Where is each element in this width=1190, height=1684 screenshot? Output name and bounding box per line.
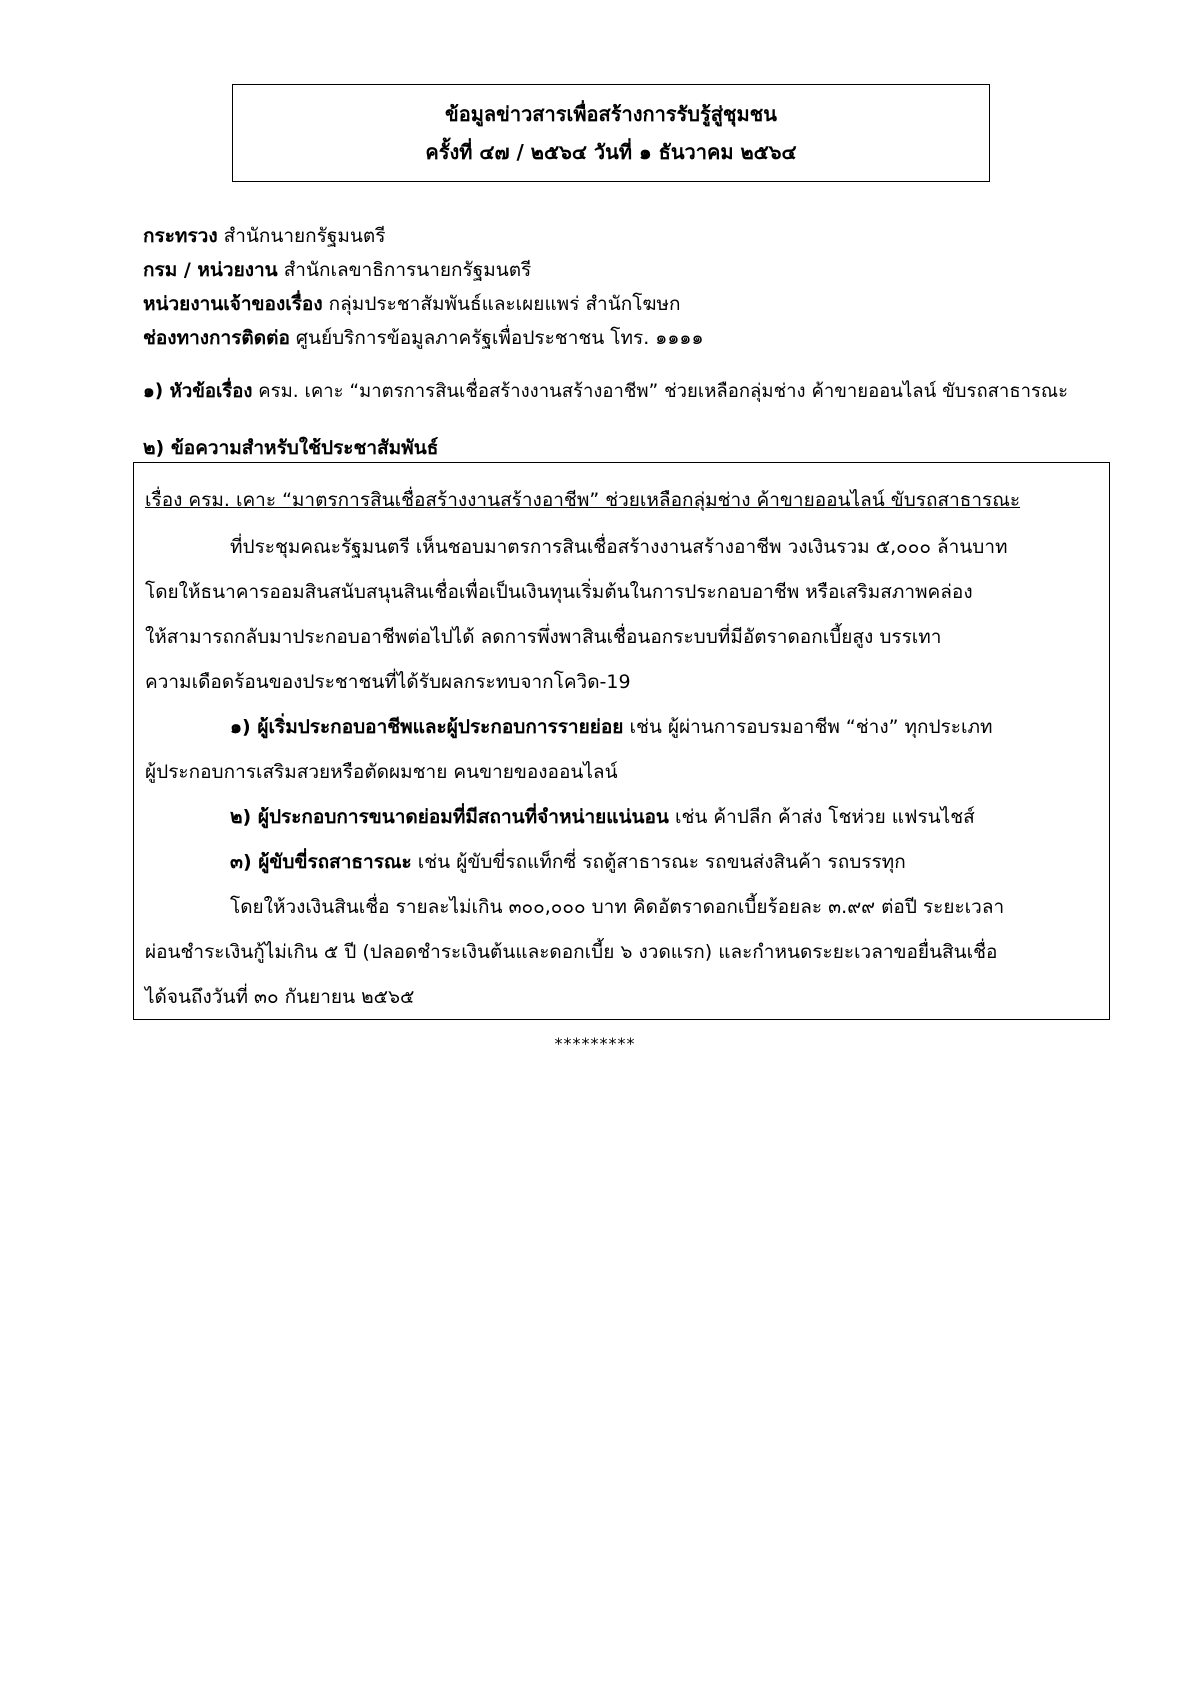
pr-paragraph-1-line: ความเดือดร้อนของประชาชนที่ได้รับผลกระทบจากโควิด-19 xyxy=(145,671,631,693)
pr-item-2-title: ๒) ผู้ประกอบการขนาดย่อมที่มีสถานที่จำหน่ายแน่นอน xyxy=(230,806,669,828)
pr-item-3-title: ๓) ผู้ขับขี่รถสาธารณะ xyxy=(230,851,412,873)
pr-item-3-text: เช่น ผู้ขับขี่รถแท็กซี่ รถตู้สาธารณะ รถขนส่งสินค้า รถบรรทุก xyxy=(411,851,906,873)
pr-paragraph-1-line: ให้สามารถกลับมาประกอบอาชีพต่อไปได้ ลดการพึ่งพาสินเชื่อนอกระบบที่มีอัตราดอกเบี้ยสูง บรรเทา xyxy=(145,626,942,648)
owner-line xyxy=(143,287,1103,321)
department-line xyxy=(143,253,1103,287)
pr-subject: เรื่อง ครม. เคาะ “มาตรการสินเชื่อสร้างงานสร้างอาชีพ” ช่วยเหลือกลุ่มช่าง ค้าขายออนไลน์ ขับรถสาธารณะ xyxy=(145,489,1021,511)
title-line-2: ครั้งที่ ๔๗ / ๒๕๖๔ วันที่ ๑ ธันวาคม ๒๕๖๔ xyxy=(425,140,797,164)
title-box xyxy=(232,84,990,182)
pr-paragraph-1 xyxy=(145,525,1100,705)
pr-item-1-text: เช่น ผู้ผ่านการอบรมอาชีพ “ช่าง” ทุกประเภท xyxy=(623,716,993,738)
owner-value: กลุ่มประชาสัมพันธ์และเผยแพร่ สำนักโฆษก xyxy=(322,293,681,315)
pr-paragraph-last-line: ได้จนถึงวันที่ ๓๐ กันยายน ๒๕๖๕ xyxy=(145,986,415,1008)
pr-message-box xyxy=(133,462,1110,1020)
pr-item-2 xyxy=(145,795,1100,840)
pr-paragraph-last xyxy=(145,885,1100,1020)
pr-item-3 xyxy=(145,840,1100,885)
topic-line xyxy=(143,375,1103,409)
topic-value: ครม. เคาะ “มาตรการสินเชื่อสร้างงานสร้างอาชีพ” ช่วยเหลือกลุ่มช่าง ค้าขายออนไลน์ ขับรถสาธารณะ xyxy=(252,381,1069,402)
pr-item-3-line xyxy=(145,840,1100,885)
department-label: กรม / หน่วยงาน xyxy=(143,259,278,281)
section-2-heading: ๒) ข้อความสำหรับใช้ประชาสัมพันธ์ xyxy=(143,437,439,459)
ministry-label: กระทรวง xyxy=(143,225,218,247)
contact-value: ศูนย์บริการข้อมูลภาครัฐเพื่อประชาชน โทร. ๑๑๑๑ xyxy=(289,327,704,349)
pr-item-1-title: ๑) ผู้เริ่มประกอบอาชีพและผู้ประกอบการรายย่อย xyxy=(230,716,624,738)
contact-label: ช่องทางการติดต่อ xyxy=(143,327,290,349)
pr-paragraph-1-line: โดยให้ธนาคารออมสินสนับสนุนสินเชื่อเพื่อเป็นเงินทุนเริ่มต้นในการประกอบอาชีพ หรือเสริมสภาพคล่อง xyxy=(145,581,973,603)
pr-content xyxy=(145,483,1100,1020)
department-value: สำนักเลขาธิการนายกรัฐมนตรี xyxy=(277,259,532,281)
pr-paragraph-1-line: ที่ประชุมคณะรัฐมนตรี เห็นชอบมาตรการสินเชื่อสร้างงานสร้างอาชีพ วงเงินรวม ๕,๐๐๐ ล้านบาท xyxy=(230,536,1008,558)
topic-label: ๑) หัวข้อเรื่อง xyxy=(143,381,253,402)
contact-line xyxy=(143,321,1103,355)
meta-block xyxy=(143,219,1103,355)
ministry-line xyxy=(143,219,1103,253)
pr-item-1-line xyxy=(145,705,1100,750)
pr-item-1-line-2: ผู้ประกอบการเสริมสวยหรือตัดผมชาย คนขายของออนไลน์ xyxy=(145,761,618,783)
pr-item-2-text: เช่น ค้าปลีก ค้าส่ง โชห่วย แฟรนไชส์ xyxy=(668,806,975,828)
title-line-1: ข้อมูลข่าวสารเพื่อสร้างการรับรู้สู่ชุมชน xyxy=(445,102,777,126)
pr-paragraph-last-line: ผ่อนชำระเงินกู้ไม่เกิน ๕ ปี (ปลอดชำระเงินต้นและดอกเบี้ย ๖ งวดแรก) และกำหนดระยะเวลาขอยื่นสินเชื่อ xyxy=(145,941,998,963)
end-stars: ********* xyxy=(554,1034,636,1053)
pr-item-1 xyxy=(145,705,1100,795)
ministry-value: สำนักนายกรัฐมนตรี xyxy=(217,225,386,247)
pr-item-2-line xyxy=(145,795,1100,840)
owner-label: หน่วยงานเจ้าของเรื่อง xyxy=(143,293,323,315)
pr-paragraph-last-line: โดยให้วงเงินสินเชื่อ รายละไม่เกิน ๓๐๐,๐๐๐ บาท คิดอัตราดอกเบี้ยร้อยละ ๓.๙๙ ต่อปี ระยะเวลา xyxy=(230,896,1005,918)
